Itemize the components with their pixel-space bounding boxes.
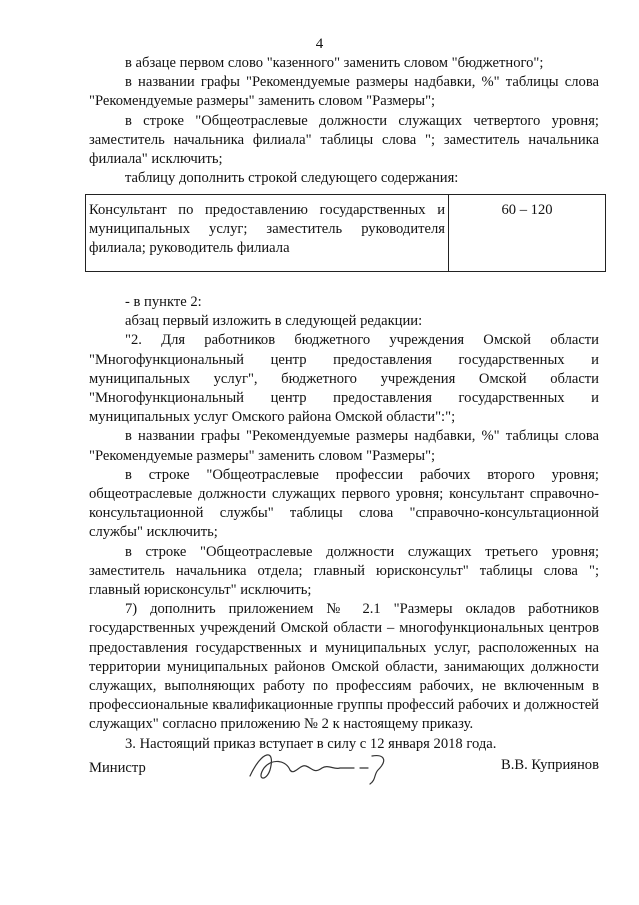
table-cell-range: 60 – 120	[449, 195, 606, 272]
paragraph-10: в строке "Общеотраслевые должности служащих третьего уровня; заместитель начальника отдела; главный юрисконсульт" таблицы слова "; главный юрисконсульт" исключить;	[89, 543, 599, 599]
paragraph-2: в названии графы "Рекомендуемые размеры надбавки, %" таблицы слова "Рекомендуемые размеры" заменить словом "Размеры";	[89, 74, 599, 110]
inserted-table	[85, 194, 606, 272]
paragraph-8: в названии графы "Рекомендуемые размеры надбавки, %" таблицы слова "Рекомендуемые размеры" заменить словом "Размеры";	[89, 428, 599, 464]
paragraph-5: - в пункте 2:	[125, 294, 202, 310]
body-paragraphs	[89, 293, 599, 754]
paragraph-12: 3. Настоящий приказ вступает в силу с 12 января 2018 года.	[125, 735, 497, 752]
signature-title: Министр	[89, 760, 146, 776]
top-paragraphs	[89, 54, 599, 188]
paragraph-4: таблицу дополнить строкой следующего содержания:	[125, 170, 459, 187]
signatory-name: В.В. Куприянов	[501, 757, 599, 773]
table-row	[86, 195, 606, 272]
page-number: 4	[315, 36, 324, 52]
table-cell-position: Консультант по предоставлению государственных и муниципальных услуг; заместитель руководителя филиала; руководитель филиала	[86, 195, 449, 272]
paragraph-11: 7) дополнить приложением № 2.1 "Размеры окладов работников государственных учреждений Омской области – многофункциональных центров предоставления государственных и муниципальных услуг, расположенных на территории муниципальных районов Омской области, занимающих должности служащих, выполняющих работу по профессиям рабочих, не включенным в профессиональные квалификационные группы профессий рабочих и должностей служащих" согласно приложению № 2 к настоящему приказу.	[89, 601, 599, 733]
paragraph-7: "2. Для работников бюджетного учреждения Омской области "Многофункциональный центр предоставления государственных и муниципальных услуг", бюджетного учреждения Омской области "Многофункциональный центр предоставления государственных и муниципальных услуг Омского района Омской области":";	[89, 332, 599, 426]
handwritten-signature	[242, 740, 392, 790]
paragraph-6: абзац первый изложить в следующей редакции:	[125, 313, 423, 330]
paragraph-3: в строке "Общеотраслевые должности служащих четвертого уровня; заместитель начальника филиала" таблицы слова "; заместитель начальника филиала" исключить;	[89, 112, 599, 168]
paragraph-9: в строке "Общеотраслевые профессии рабочих второго уровня; общеотраслевые должности служащих первого уровня; консультант справочно-консультационной службы" таблицы слова "справочно-консультационной службы" исключить;	[89, 466, 599, 541]
paragraph-1: в абзаце первом слово "казенного" заменить словом "бюджетного";	[125, 55, 544, 71]
